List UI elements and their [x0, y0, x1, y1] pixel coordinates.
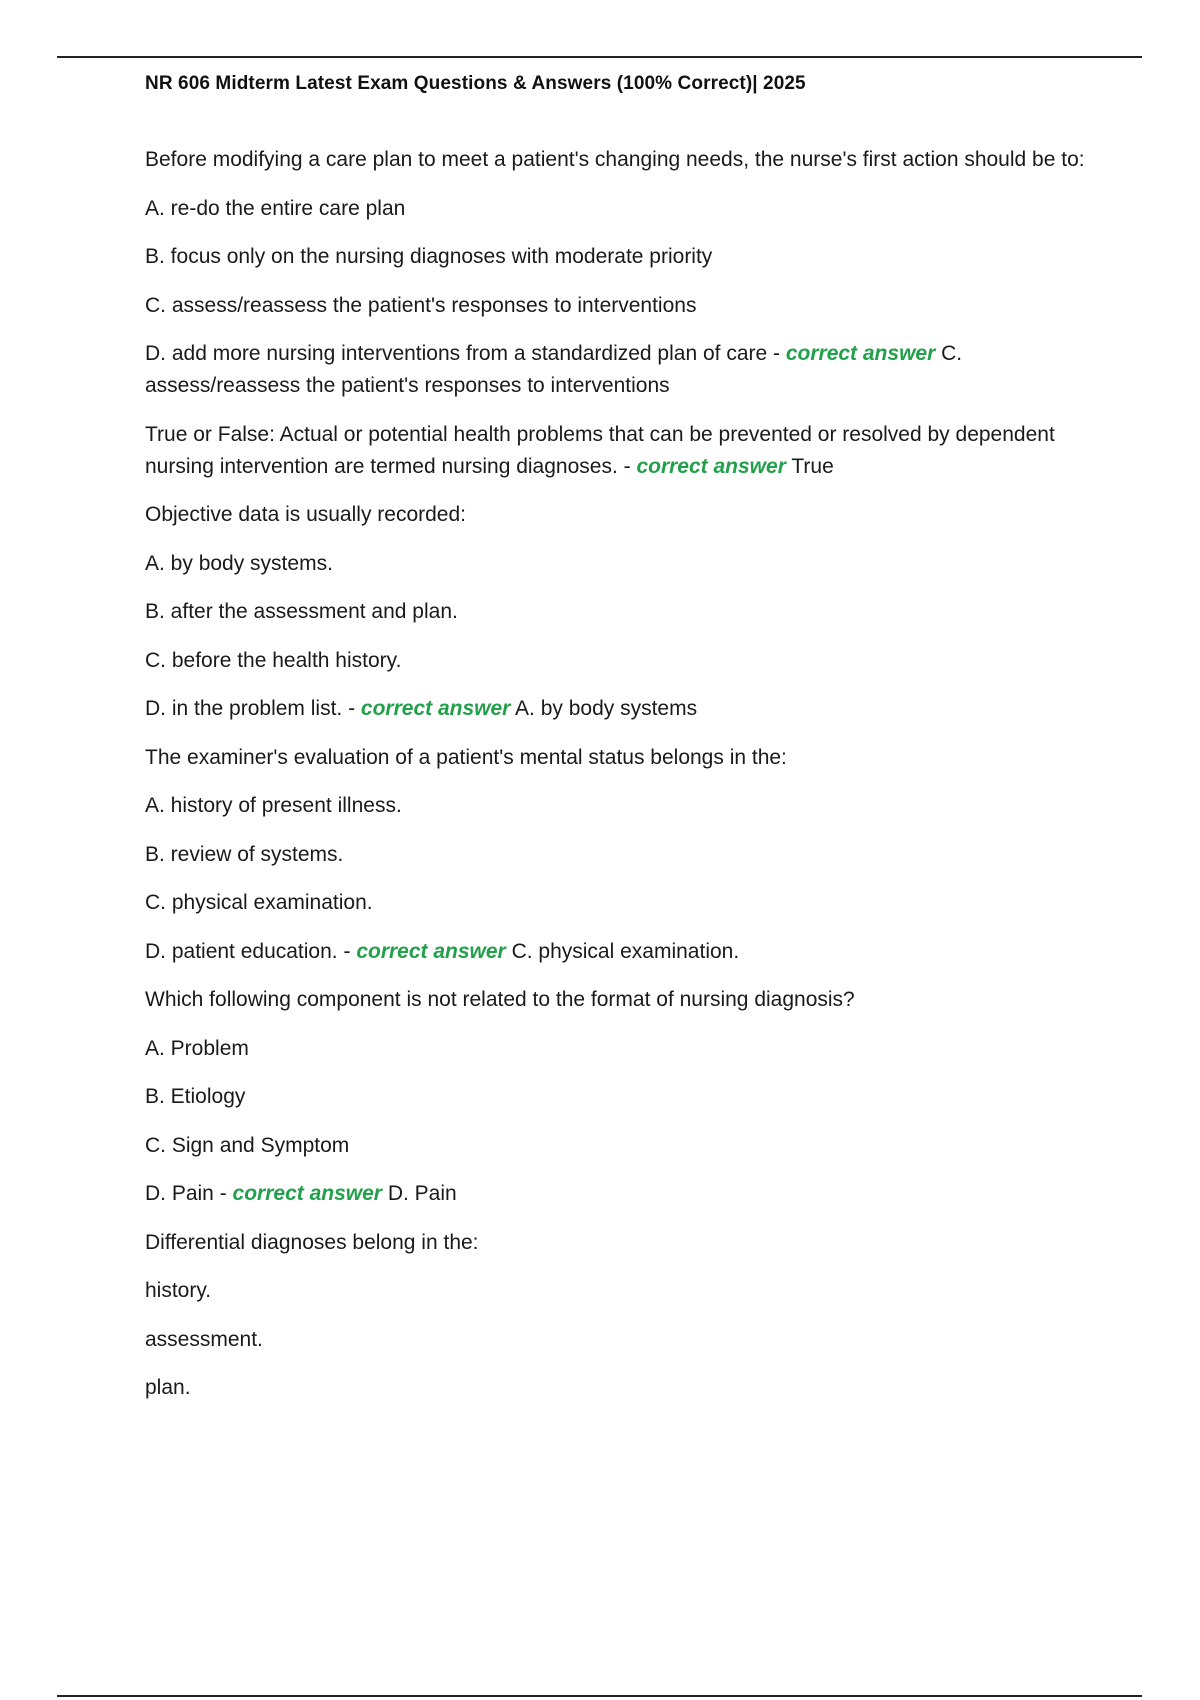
bottom-rule	[57, 1695, 1142, 1697]
answer-separator: -	[342, 697, 361, 720]
correct-answer-tag: correct answer	[360, 697, 511, 720]
document-header-title: NR 606 Midterm Latest Exam Questions & Answers (100% Correct)| 2025	[145, 73, 806, 94]
answer-option: D. patient education.	[145, 939, 338, 963]
correct-answer-tag: correct answer	[785, 342, 936, 365]
answer-line	[145, 693, 1090, 725]
answer-option: B. after the assessment and plan.	[145, 600, 458, 623]
answer-option: history.	[145, 1279, 212, 1302]
question-stem: Objective data is usually recorded:	[145, 503, 466, 526]
answer-option: D. add more nursing interventions from a standardized plan of care	[145, 342, 768, 365]
answer-separator: -	[213, 1182, 233, 1205]
answer-option: A. history of present illness.	[145, 794, 402, 817]
answer-option: A. Problem	[145, 1036, 249, 1060]
correct-answer-text: True	[791, 454, 834, 478]
answer-option: D. in the problem list.	[145, 697, 343, 720]
answer-line	[145, 1178, 1090, 1210]
answer-line	[145, 936, 1090, 968]
answer-option: C. physical examination.	[145, 891, 373, 914]
correct-answer-tag: correct answer	[232, 1182, 382, 1205]
correct-answer-text: C. assess/reassess the patient's responses to interventions	[145, 342, 963, 397]
document-body	[145, 144, 1090, 1421]
question-stem: Differential diagnoses belong in the:	[145, 1230, 479, 1254]
correct-answer-tag: correct answer	[636, 454, 786, 478]
answer-option: A. re-do the entire care plan	[145, 196, 406, 220]
answer-separator: -	[617, 454, 637, 478]
answer-line	[145, 338, 1090, 402]
answer-line	[145, 419, 1090, 483]
question-stem: Which following component is not related to the format of nursing diagnosis?	[145, 988, 855, 1011]
top-rule	[57, 56, 1142, 58]
answer-option: C. Sign and Symptom	[145, 1133, 350, 1157]
answer-separator: -	[767, 342, 786, 365]
answer-option: C. assess/reassess the patient's responses to interventions	[145, 293, 697, 317]
answer-option: B. Etiology	[145, 1085, 246, 1108]
question-stem: The examiner's evaluation of a patient's mental status belongs in the:	[145, 745, 787, 769]
answer-separator: -	[337, 939, 357, 963]
correct-answer-text: C. physical examination.	[511, 939, 740, 963]
answer-option: D. Pain	[145, 1182, 214, 1205]
answer-option: plan.	[145, 1376, 191, 1399]
answer-option: B. focus only on the nursing diagnoses with moderate priority	[145, 245, 713, 268]
correct-answer-tag: correct answer	[356, 939, 506, 963]
answer-option: A. by body systems.	[145, 551, 333, 575]
correct-answer-text: A. by body systems	[515, 697, 698, 720]
answer-option: C. before the health history.	[145, 648, 402, 672]
question-stem: True or False: Actual or potential health problems that can be prevented or resolved by dependent nursing intervention are termed nursing diagnoses.	[145, 422, 1055, 478]
correct-answer-text: D. Pain	[387, 1182, 457, 1205]
answer-option: B. review of systems.	[145, 842, 344, 866]
question-stem: Before modifying a care plan to meet a patient's changing needs, the nurse's first action should be to:	[145, 148, 1085, 171]
answer-option: assessment.	[145, 1327, 263, 1351]
